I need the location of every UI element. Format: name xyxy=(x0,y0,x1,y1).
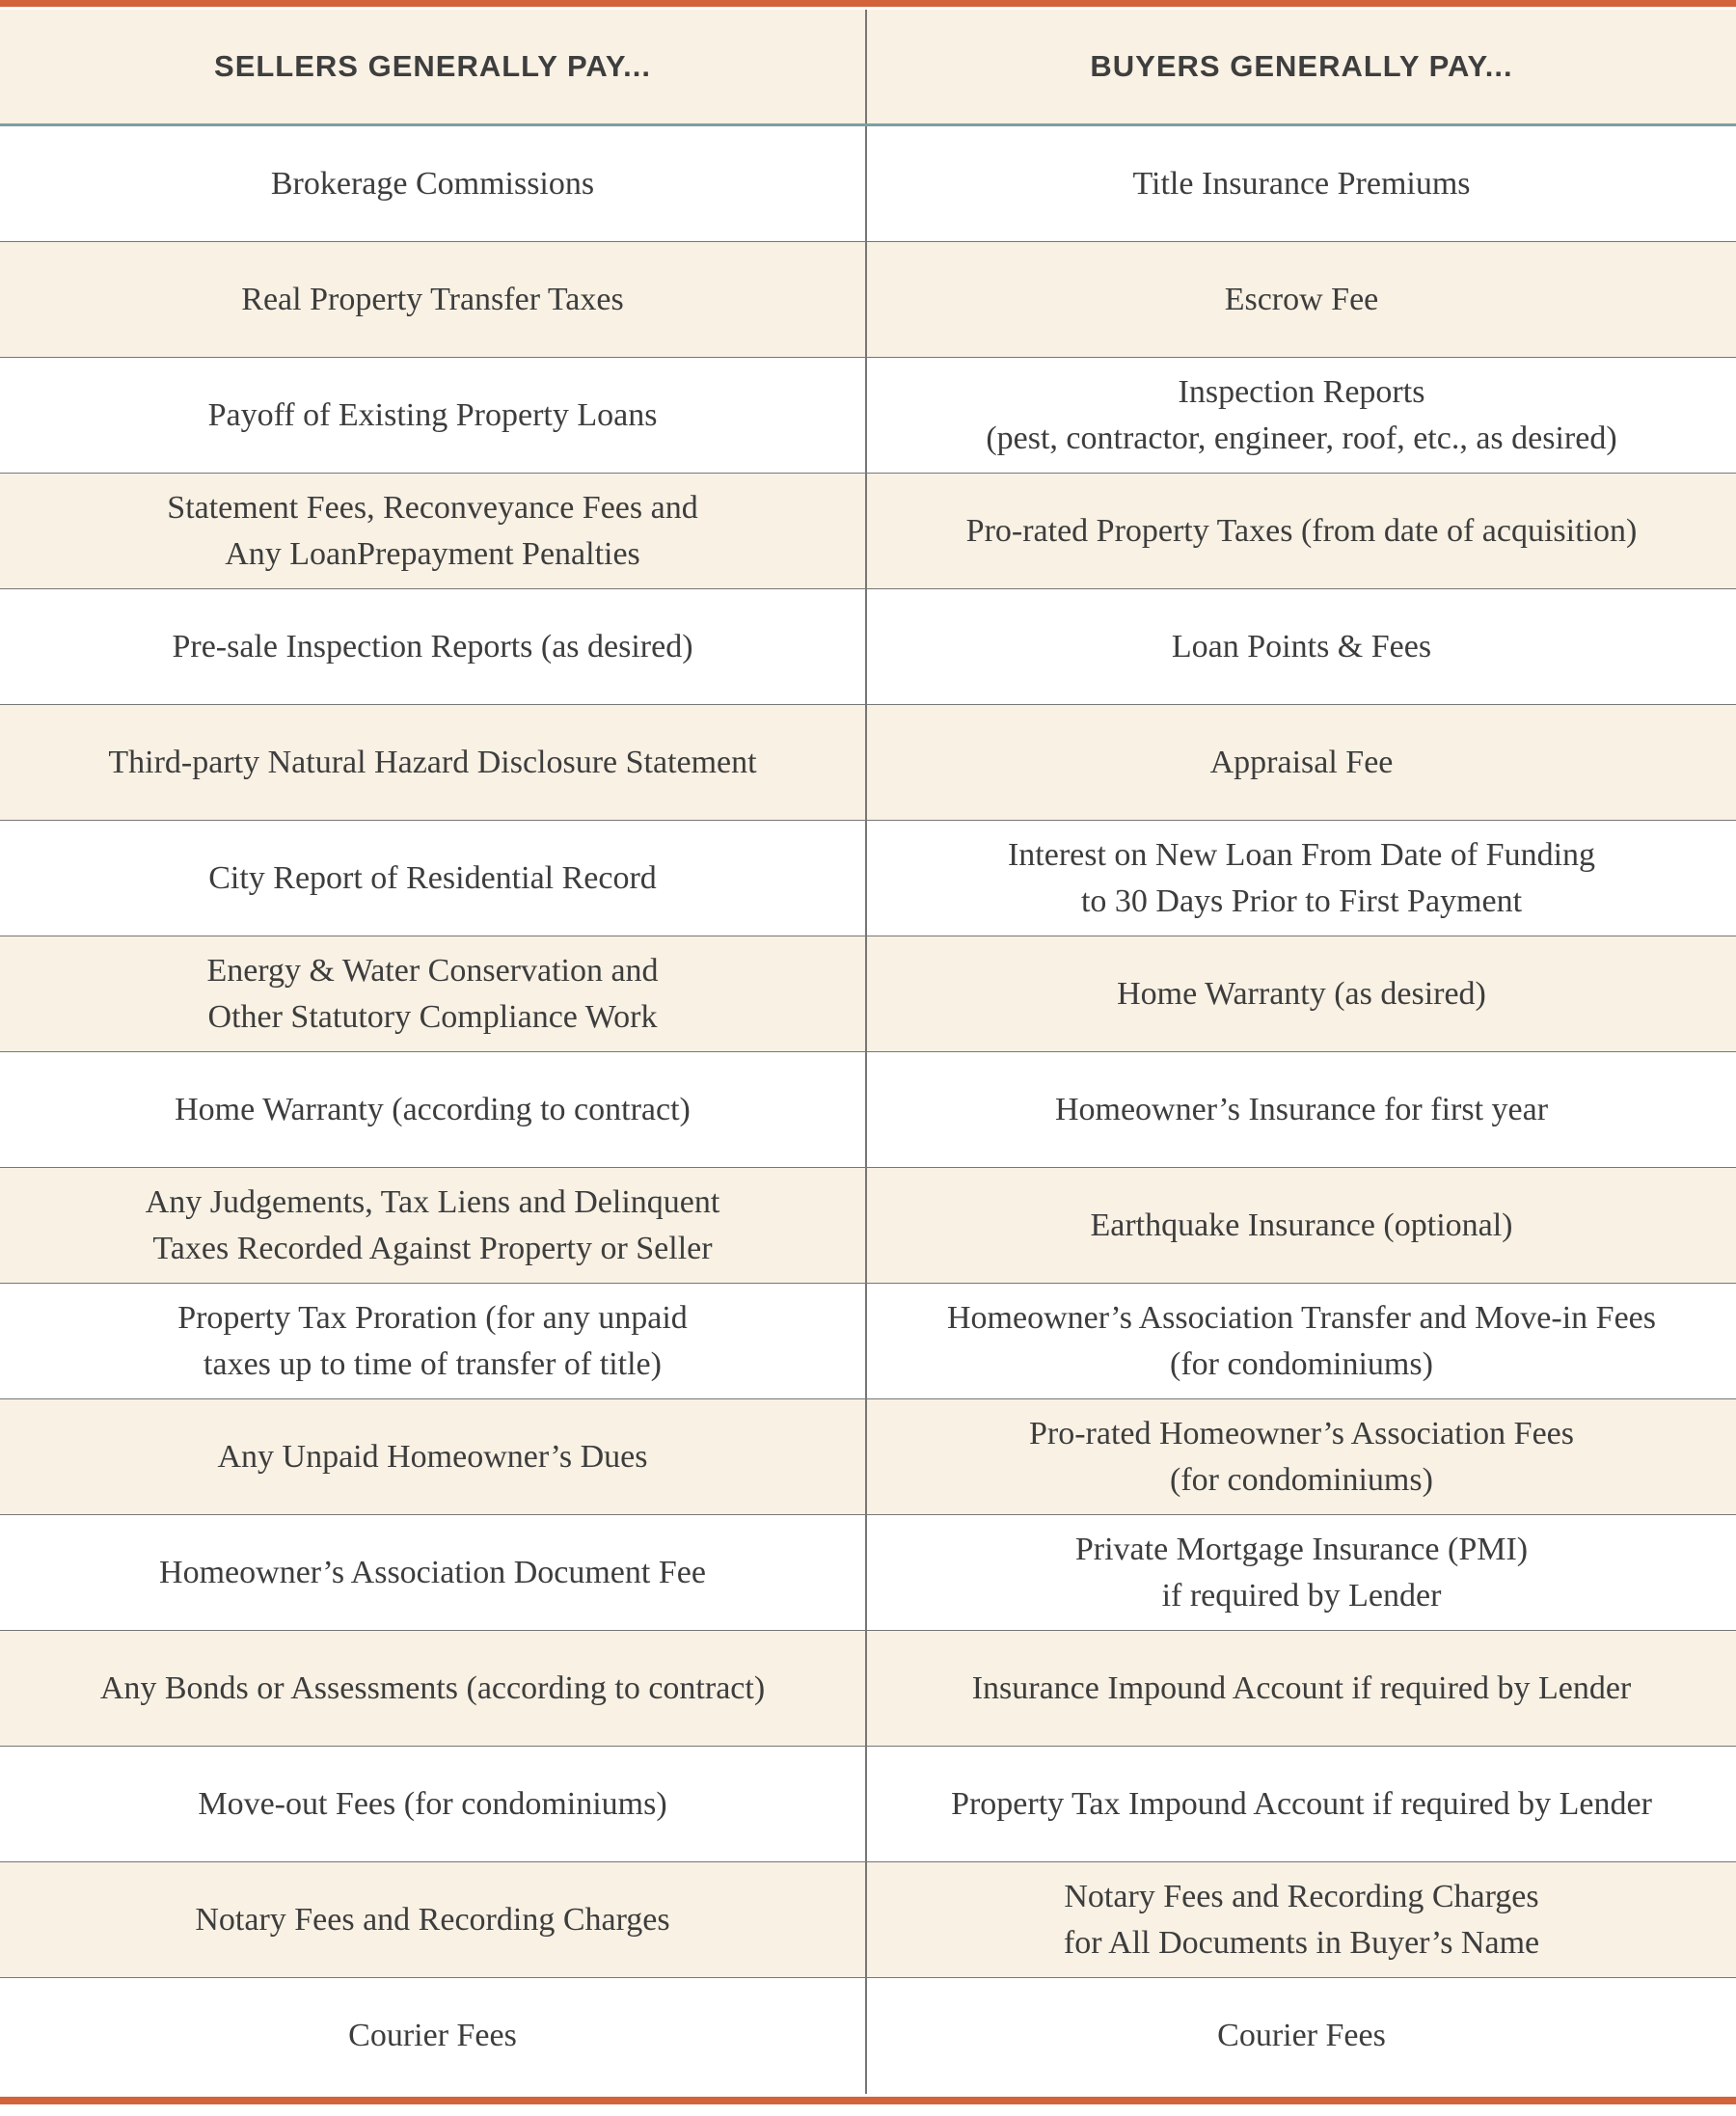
buyer-cost-cell: Escrow Fee xyxy=(1224,281,1379,317)
seller-cost-cell: City Report of Residential Record xyxy=(0,821,867,936)
seller-cost-cell: Courier Fees xyxy=(0,1978,867,2094)
bottom-accent-rule xyxy=(0,2097,1736,2104)
seller-cost-cell: Home Warranty (according to contract) xyxy=(0,1052,867,1167)
buyer-cost-cell: Homeowner’s Association Transfer and Move-in Fees (for condominiums) xyxy=(946,1299,1656,1382)
buyer-cost-cell: Earthquake Insurance (optional) xyxy=(1090,1207,1513,1243)
seller-cost-cell: Any Bonds or Assessments (according to contract) xyxy=(0,1631,867,1746)
seller-cost-cell: Third-party Natural Hazard Disclosure Statement xyxy=(0,705,867,820)
table-row xyxy=(0,705,1736,821)
buyer-cost-cell: Pro-rated Property Taxes (from date of acquisition) xyxy=(965,512,1638,549)
table-row xyxy=(0,589,1736,705)
seller-cost-cell: Pre-sale Inspection Reports (as desired) xyxy=(0,589,867,704)
seller-cost-cell: Real Property Transfer Taxes xyxy=(0,242,867,357)
table-header xyxy=(0,10,1736,126)
table-body xyxy=(0,126,1736,2094)
seller-cost-cell: Payoff of Existing Property Loans xyxy=(0,358,867,473)
buyers-column-header: BUYERS GENERALLY PAY... xyxy=(1090,49,1513,83)
buyer-cost-cell: Appraisal Fee xyxy=(1209,744,1394,780)
seller-cost-cell: Notary Fees and Recording Charges xyxy=(0,1862,867,1977)
table-row xyxy=(0,1399,1736,1515)
buyer-cost-cell: Insurance Impound Account if required by Lender xyxy=(971,1669,1632,1706)
seller-cost-cell: Move-out Fees (for condominiums) xyxy=(0,1747,867,1861)
seller-cost-cell: Homeowner’s Association Document Fee xyxy=(0,1515,867,1630)
buyer-cost-cell: Notary Fees and Recording Charges for All Documents in Buyer’s Name xyxy=(1063,1878,1540,1961)
seller-cost-cell: Statement Fees, Reconveyance Fees and Any LoanPrepayment Penalties xyxy=(0,474,867,588)
buyer-cost-cell: Title Insurance Premiums xyxy=(1132,165,1471,202)
table-row xyxy=(0,936,1736,1052)
seller-cost-cell: Property Tax Proration (for any unpaid taxes up to time of transfer of title) xyxy=(0,1284,867,1398)
buyer-cost-cell: Interest on New Loan From Date of Funding to 30 Days Prior to First Payment xyxy=(1007,836,1596,919)
seller-cost-cell: Any Judgements, Tax Liens and Delinquent Taxes Recorded Against Property or Seller xyxy=(0,1168,867,1283)
buyer-cost-cell: Pro-rated Homeowner’s Association Fees (for condominiums) xyxy=(1029,1415,1574,1498)
table-row xyxy=(0,1862,1736,1978)
table-row xyxy=(0,1978,1736,2094)
table-row xyxy=(0,1515,1736,1631)
table-row xyxy=(0,358,1736,474)
table-row xyxy=(0,474,1736,589)
sellers-column-header: SELLERS GENERALLY PAY... xyxy=(0,10,867,123)
top-accent-rule xyxy=(0,0,1736,7)
buyer-cost-cell: Loan Points & Fees xyxy=(1171,628,1432,665)
table-row xyxy=(0,1284,1736,1399)
table-row xyxy=(0,1168,1736,1284)
buyer-cost-cell: Homeowner’s Insurance for first year xyxy=(1054,1091,1549,1127)
table-row xyxy=(0,821,1736,936)
buyer-cost-cell: Private Mortgage Insurance (PMI) if required by Lender xyxy=(1074,1531,1529,1614)
table-row xyxy=(0,242,1736,358)
buyer-cost-cell: Courier Fees xyxy=(1217,2018,1386,2053)
seller-cost-cell: Brokerage Commissions xyxy=(0,126,867,241)
seller-cost-cell: Any Unpaid Homeowner’s Dues xyxy=(0,1399,867,1514)
table-row xyxy=(0,1052,1736,1168)
table-row xyxy=(0,1631,1736,1747)
seller-cost-cell: Energy & Water Conservation and Other Statutory Compliance Work xyxy=(0,936,867,1051)
buyer-cost-cell: Property Tax Impound Account if required by Lender xyxy=(951,1785,1652,1822)
table-row xyxy=(0,1747,1736,1862)
buyer-cost-cell: Home Warranty (as desired) xyxy=(1117,975,1486,1012)
table-row xyxy=(0,126,1736,242)
closing-costs-table xyxy=(0,10,1736,2094)
buyer-cost-cell: Inspection Reports (pest, contractor, engineer, roof, etc., as desired) xyxy=(986,373,1617,456)
